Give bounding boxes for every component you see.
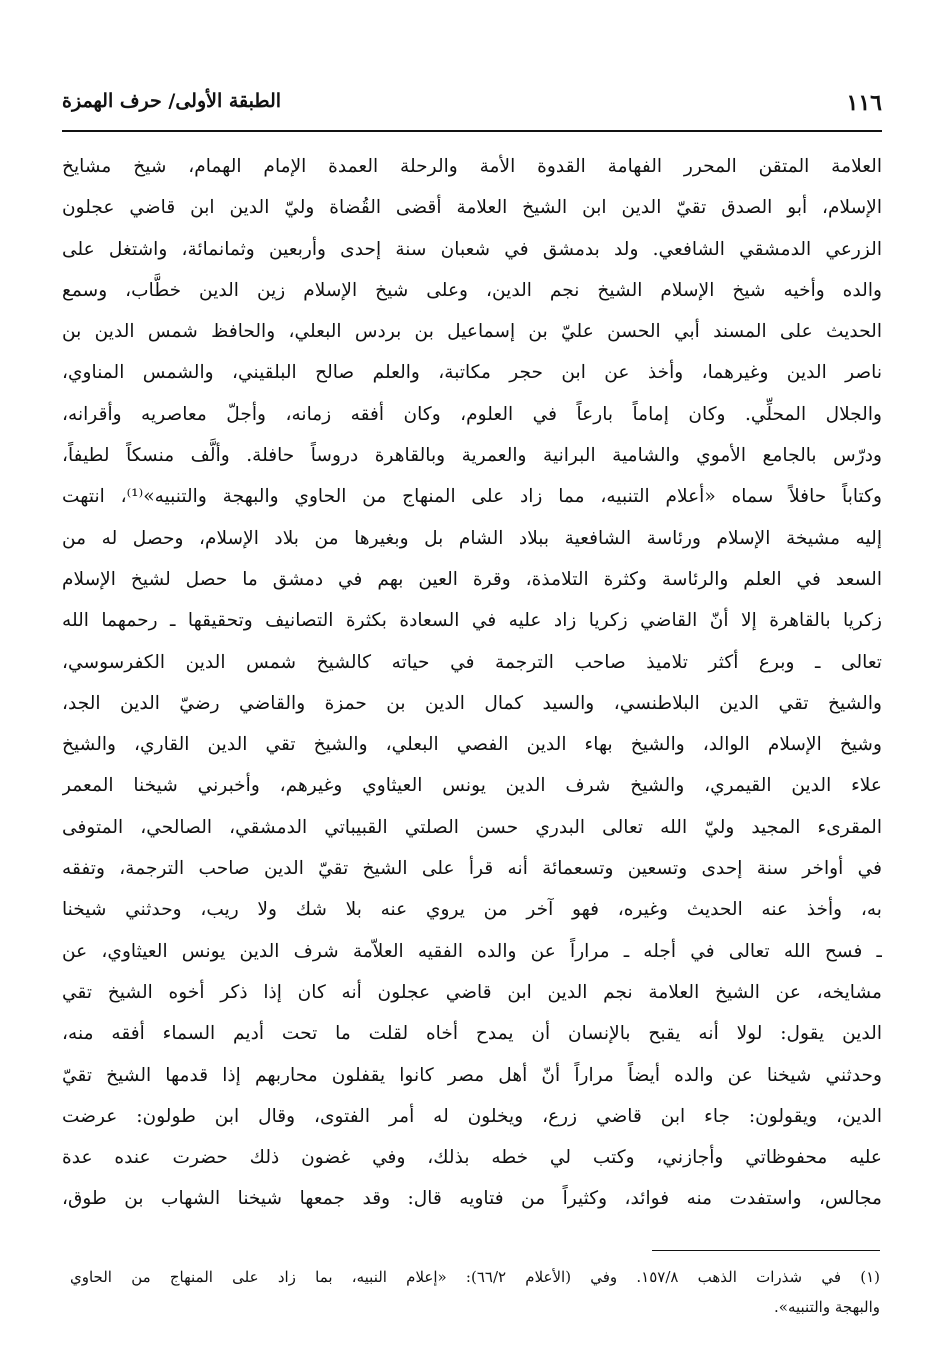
body-line: الحديث على المسند أبي الحسن عليّ بن إسماعيل بن بردس البعلي، والحافظ شمس الدين بن xyxy=(62,321,882,343)
body-line: مجالس، واستفدت منه فوائد، وكثيراً من فتاويه قال: وقد جمعها شيخنا الشهاب بن طوق، xyxy=(62,1188,882,1210)
body-line: علاء الدين القيمري، والشيخ شرف الدين يونس العيثاوي وغيرهم، وأخبرني شيخنا المعمر xyxy=(62,775,882,797)
body-line: الإسلام، أبو الصدق تقيّ الدين ابن الشيخ العلامة أقضى القُضاة وليّ الدين ابن قاضي عجلون xyxy=(62,197,882,219)
body-line: ناصر الدين وغيرهما، وأخذ عن ابن حجر مكاتبة، والعلم صالح البلقيني، والشمس المناوي، xyxy=(62,362,882,384)
body-line: وكتاباً حافلاً سماه «أعلام التنبيه، مما زاد على المنهاج من الحاوي والبهجة والتنبيه»⁽¹⁾، انتهت xyxy=(62,486,882,508)
page-header xyxy=(62,88,882,128)
body-line: العلامة المتقن المحرر الفهامة القدوة الأمة والرحلة العمدة الإمام الهمام، شيخ مشايخ xyxy=(62,156,882,177)
body-line: تعالى ـ وبرع أكثر تلاميذ صاحب الترجمة في حياته كالشيخ شمس الدين الكفرسوسي، xyxy=(62,651,882,673)
page-number: ١١٦ xyxy=(846,90,882,116)
footnote xyxy=(70,1262,880,1322)
footnote-rule xyxy=(652,1250,880,1251)
body-line: عليه محفوظاتي وأجازني، وكتب لي خطه بذلك، وفي غضون ذلك حضرت عنده عدة xyxy=(62,1147,882,1169)
footnote-line-1: (١) في شذرات الذهب ١٥٧/٨. وفي (الأعلام ٦٦/٢): «إعلام النبيه، بما زاد على المنهاج من الحاوي xyxy=(70,1268,880,1286)
body-line: والشيخ تقي الدين البلاطنسي، والسيد كمال الدين بن حمزة والقاضي رضيّ الدين الجد، xyxy=(62,692,882,714)
body-line: الدين يقول: لولا أنه يقبح بالإنسان أن يمدح أخاه لقلت ما تحت أديم السماء أفقه منه، xyxy=(62,1023,882,1045)
body-line: الزرعي الدمشقي الشافعي. ولد بدمشق في شعبان سنة إحدى وأربعين وثمانمائة، واشتغل على xyxy=(62,238,882,260)
body-line: الدين، ويقولون: جاء ابن قاضي زرع، ويخلون له أمر الفتوى، وقال ابن طولون: عرضت xyxy=(62,1105,882,1127)
running-title: الطبقة الأولى/ حرف الهمزة xyxy=(62,90,282,112)
body-text xyxy=(62,146,882,1220)
body-line: ودرّس بالجامع الأموي والشامية البرانية والعمرية وبالقاهرة دروساً حافلة. وألَّف منسكاً لطيفاً، xyxy=(62,445,882,467)
body-line: وشيخ الإسلام الوالد، والشيخ بهاء الدين الفصي البعلي، والشيخ تقي الدين القاري، والشيخ xyxy=(62,734,882,756)
body-line: زكريا بالقاهرة إلا أنّ القاضي زكريا زاد عليه في السعادة بكثرة التصانيف وتحقيقها ـ رحمهما الله xyxy=(62,610,882,632)
body-line: في أواخر سنة إحدى وتسعين وتسعمائة أنه قرأ على الشيخ تقيّ الدين صاحب الترجمة، وتفقه xyxy=(62,858,882,880)
body-line: ـ فسح الله تعالى في أجله ـ مراراً عن والده الفقيه العلاّمة شرف الدين يونس العيثاوي، عن xyxy=(62,940,882,962)
footnote-line-2: والبهجة والتنبيه». xyxy=(774,1298,880,1316)
body-line: والجلال المحلِّي. وكان إماماً بارعاً في العلوم، وكان أفقه زمانه، وأجلّ معاصريه وأقرانه، xyxy=(62,403,882,425)
header-rule xyxy=(62,130,882,132)
body-line: السعد في العلم والرئاسة وكثرة التلامذة، وقرة العين بهم في دمشق ما حصل لشيخ الإسلام xyxy=(62,568,882,590)
body-line: به، وأخذ عنه الحديث وغيره، فهو آخر من يروي عنه بلا شك ولا ريب، وحدثني شيخنا xyxy=(62,899,882,921)
body-line: المقرىء المجيد وليّ الله تعالى البدري حسن الصلتي القبيباتي الدمشقي، الصالحي، المتوفى xyxy=(62,816,882,838)
body-line: وحدثني شيخنا عن والده أيضاً مراراً أنّ أهل مصر كانوا يقفلون محاربهم إذا قدمها الشيخ تقيّ xyxy=(62,1064,882,1086)
body-line: والده وأخيه شيخ الإسلام الشيخ نجم الدين، وعلى شيخ الإسلام زين الدين خطَّاب، وسمع xyxy=(62,279,882,301)
body-line: مشايخه، عن الشيخ العلامة نجم الدين ابن قاضي عجلون أنه كان إذا ذكر أخوه الشيخ تقي xyxy=(62,981,882,1003)
body-line: إليه مشيخة الإسلام ورئاسة الشافعية ببلاد الشام بل وبغيرها من بلاد الإسلام، وحصل له من xyxy=(62,527,882,549)
